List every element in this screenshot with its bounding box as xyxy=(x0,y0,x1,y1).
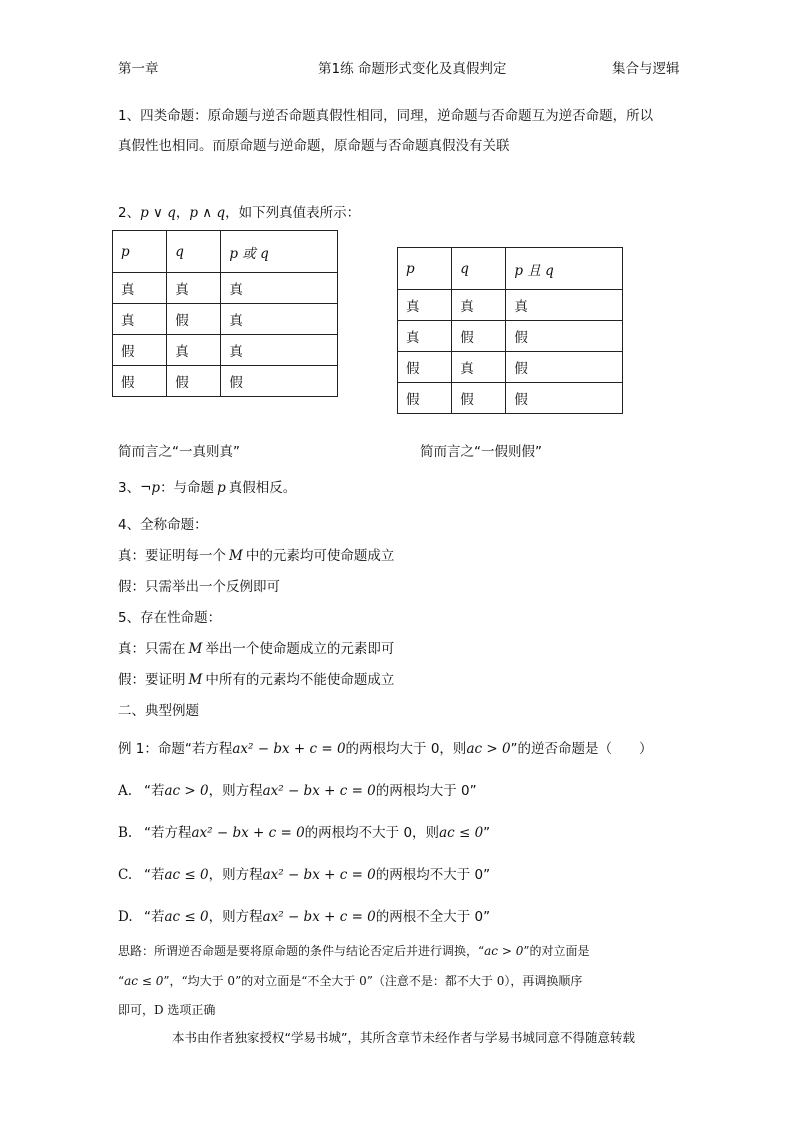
table-or-caption: 简而言之“一真则真” xyxy=(118,444,240,460)
header-chapter: 第一章 xyxy=(118,61,159,77)
section4-title: 4、全称命题： xyxy=(118,517,208,533)
example1-stem: 例 1：命题“若方程ax² − bx + c = 0的两根均大于 0，则ac > 0”的逆否命题是（ ） xyxy=(118,741,653,757)
section5-false: 假：要证明 M 中所有的元素均不能使命题成立 xyxy=(118,672,395,688)
header-topic: 集合与逻辑 xyxy=(612,61,680,77)
option-c: C. “若ac ≤ 0，则方程ax² − bx + c = 0的两根均不大于 0” xyxy=(118,867,491,883)
solution-line3: 即可，D 选项正确 xyxy=(118,1003,216,1017)
examples-title: 二、典型例题 xyxy=(118,703,199,719)
section2-heading: 2、p ∨ q，p ∧ q，如下列真值表所示： xyxy=(118,205,361,221)
table-and-caption: 简而言之“一假则假” xyxy=(420,444,542,460)
solution-line2: “ac ≤ 0”，“均大于 0”的对立面是“不全大于 0”（注意不是：都不大于 0），再调换顺序 xyxy=(118,974,583,988)
truth-table-or: p q p 或 q 真 真 真 真 假 真 假 真 真 假 假 假 xyxy=(112,230,338,397)
footer-notice: 本书由作者独家授权“学易书城”，其所含章节未经作者与学易书城同意不得随意转载 xyxy=(172,1030,635,1045)
section5-title: 5、存在性命题： xyxy=(118,610,222,626)
header-title: 第1练 命题形式变化及真假判定 xyxy=(318,61,507,77)
section3: 3、¬p：与命题 p 真假相反。 xyxy=(118,480,297,496)
option-b: B. “若方程ax² − bx + c = 0的两根均不大于 0，则ac ≤ 0” xyxy=(118,825,491,841)
option-d: D. “若ac ≤ 0，则方程ax² − bx + c = 0的两根不全大于 0” xyxy=(118,909,491,925)
option-a: A. “若ac > 0，则方程ax² − bx + c = 0的两根均大于 0” xyxy=(118,783,477,799)
section1-line2: 真假性也相同。而原命题与逆命题，原命题与否命题真假没有关联 xyxy=(118,138,510,154)
truth-table-and: p q p 且 q 真 真 真 真 假 假 假 真 假 假 假 假 xyxy=(397,247,623,414)
section4-false: 假：只需举出一个反例即可 xyxy=(118,579,280,595)
section4-true: 真：要证明每一个 M 中的元素均可使命题成立 xyxy=(118,548,395,564)
section5-true: 真：只需在 M 举出一个使命题成立的元素即可 xyxy=(118,641,395,657)
section1-line1: 1、四类命题：原命题与逆否命题真假性相同，同理，逆命题与否命题互为逆否命题，所以 xyxy=(118,108,654,124)
solution-line1: 思路：所谓逆否命题是要将原命题的条件与结论否定后并进行调换，“ac > 0”的对立面是 xyxy=(118,944,590,958)
